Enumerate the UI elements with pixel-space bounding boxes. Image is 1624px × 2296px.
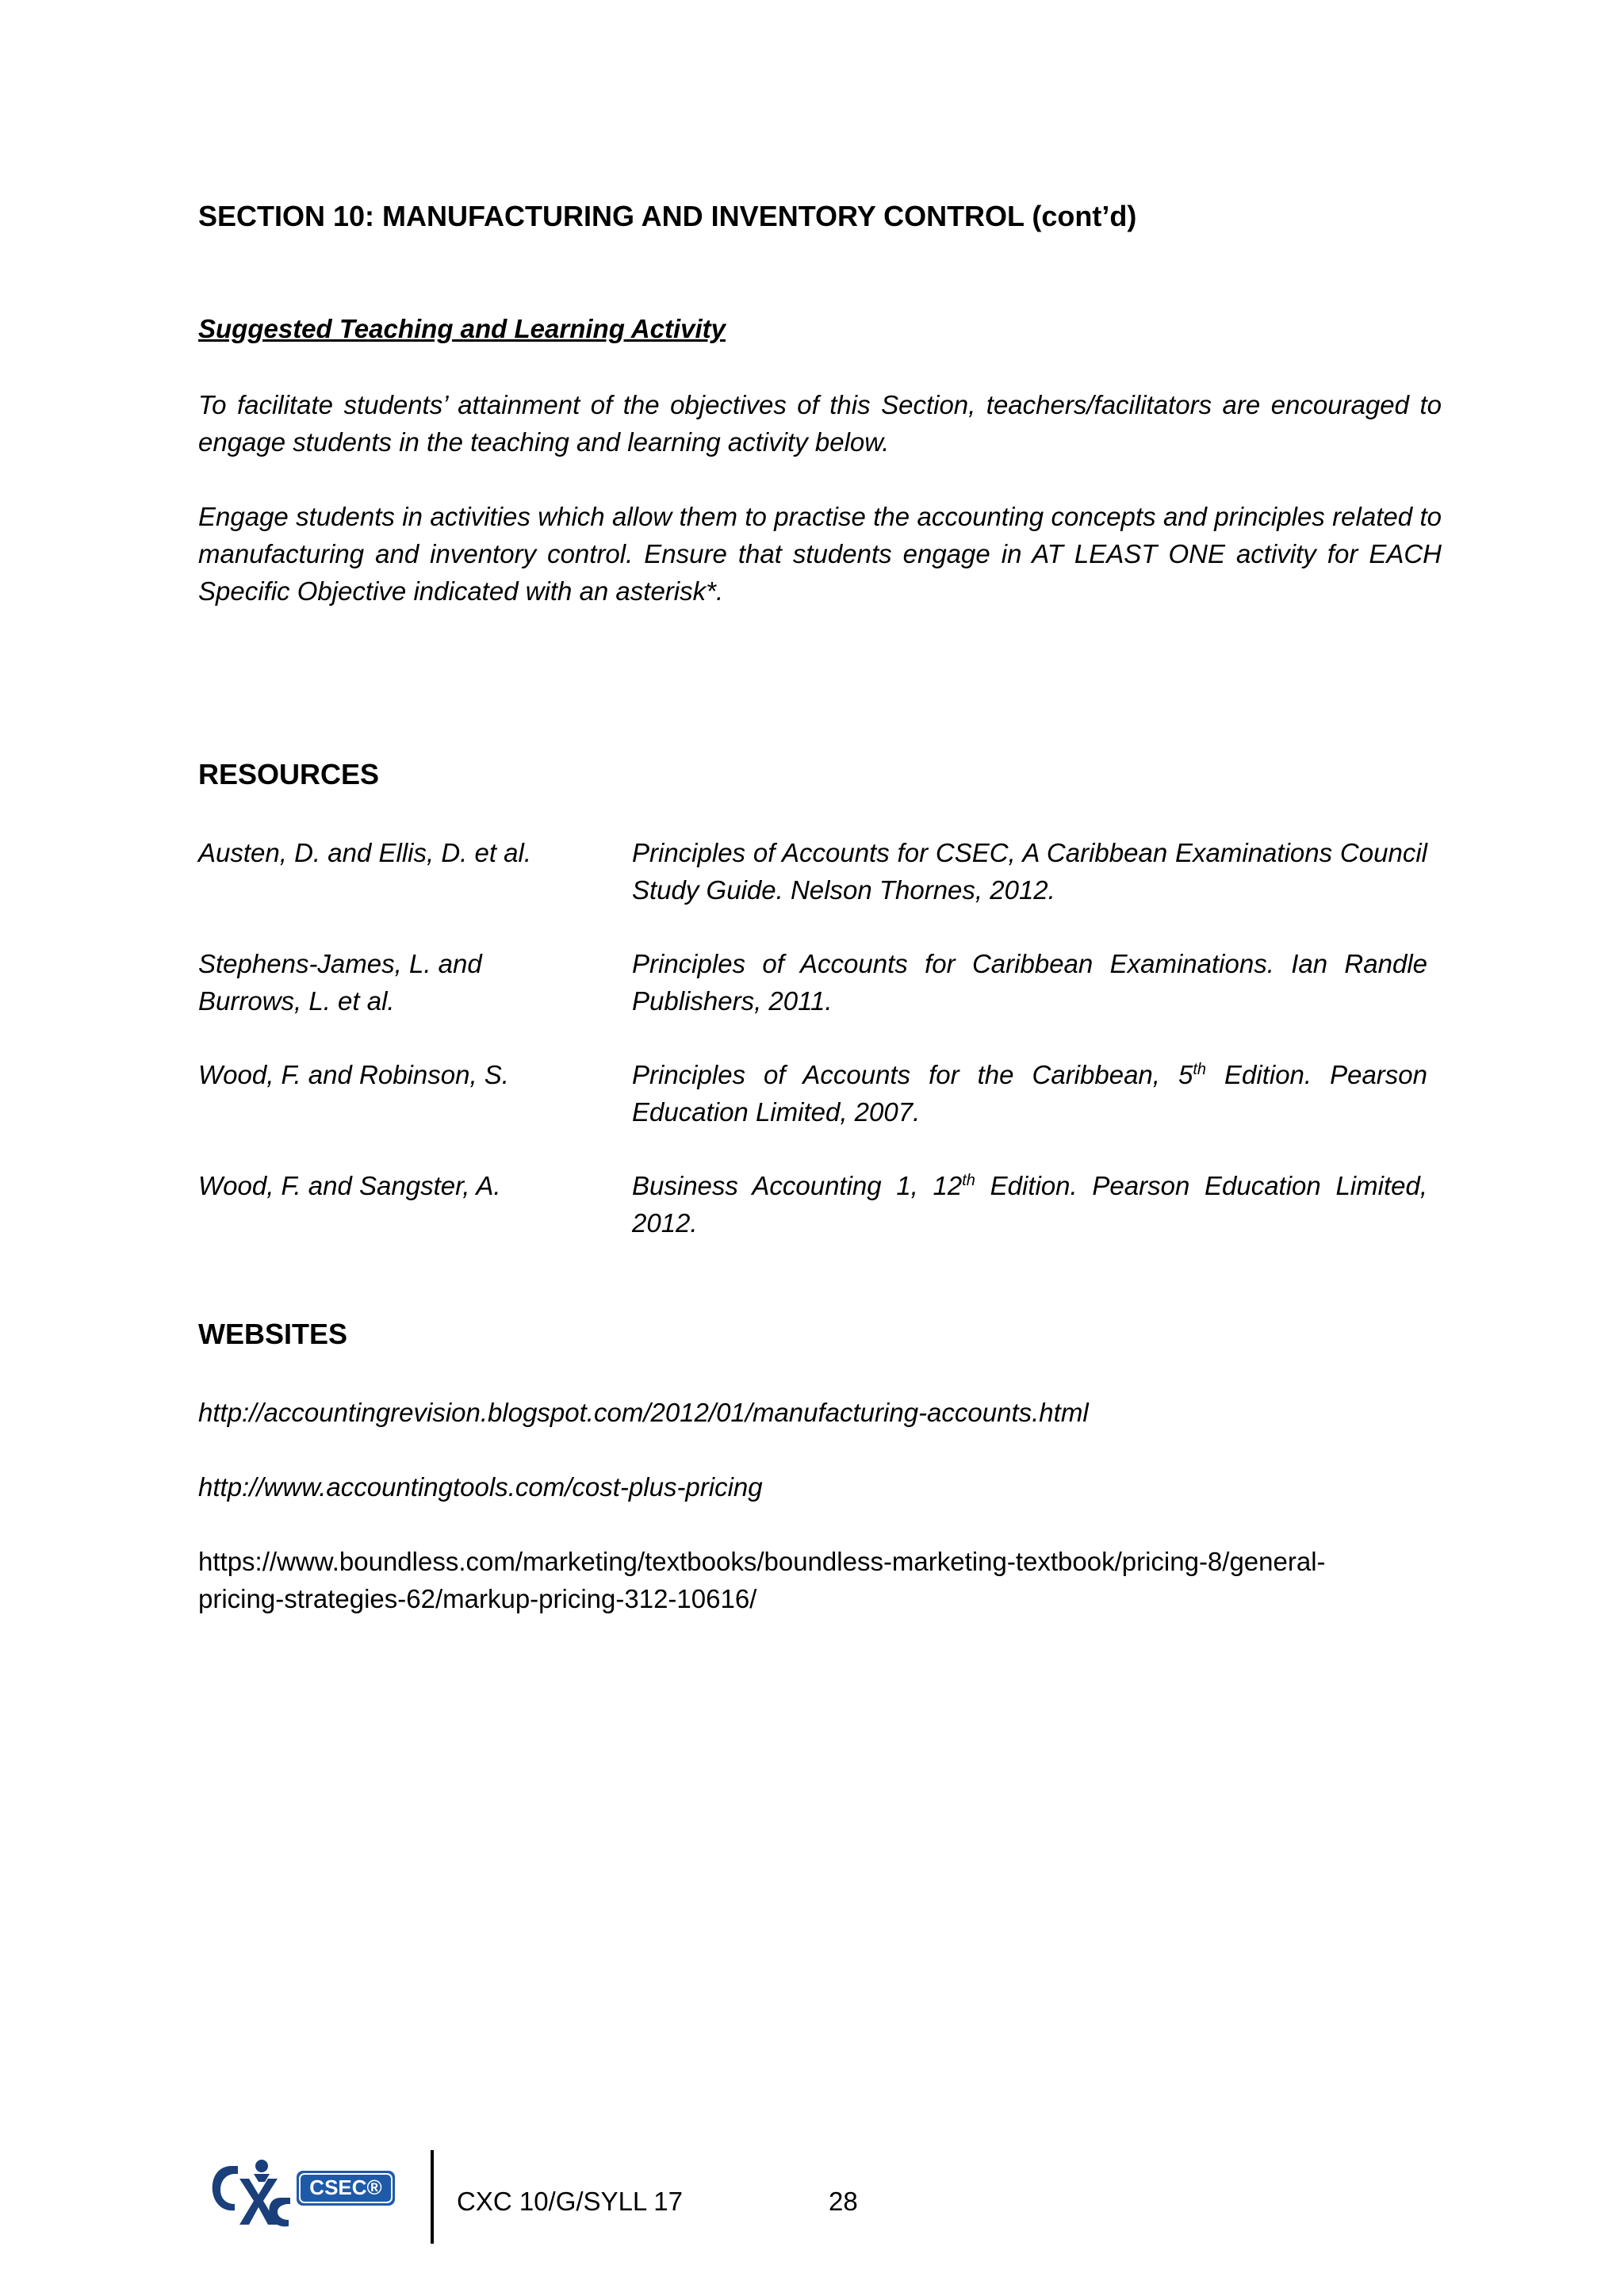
resource-title: Principles of Accounts for CSEC, A Caribbean Examinations Council Study Guide. Nelson Thornes, 2012.	[632, 838, 1427, 905]
resource-title	[632, 1056, 1427, 1131]
resource-title-part: Business Accounting 1, 12	[632, 1171, 963, 1200]
footer-divider	[431, 2150, 434, 2244]
document-code: CXC 10/G/SYLL 17	[457, 2187, 683, 2216]
website-link[interactable]: http://www.accountingtools.com/cost-plus-pricing	[198, 1472, 763, 1502]
ordinal-suffix: th	[962, 1172, 975, 1189]
section-heading: SECTION 10: MANUFACTURING AND INVENTORY CONTROL (cont’d)	[198, 200, 1137, 232]
website-link[interactable]: http://accountingrevision.blogspot.com/2012/01/manufacturing-accounts.html	[198, 1398, 1089, 1427]
resource-title-part: Edition. Pearson Education Limited, 2012.	[632, 1171, 1427, 1238]
resource-title: Principles of Accounts for Caribbean Examinations. Ian Randle Publishers, 2011.	[632, 949, 1427, 1016]
website-link[interactable]: https://www.boundless.com/marketing/textbooks/boundless-marketing-textbook/pricing-8/general-pricing-strategies-62/markup-pricing-312-10616/	[198, 1547, 1326, 1613]
activity-paragraph-1: To facilitate students’ attainment of the objectives of this Section, teachers/facilitators are encouraged to engage students in the teaching and learning activity below.	[198, 390, 1442, 457]
cxc-logo-icon	[208, 2155, 398, 2231]
resource-title-part: Principles of Accounts for the Caribbean, 5	[632, 1060, 1193, 1089]
activity-heading: Suggested Teaching and Learning Activity	[198, 314, 726, 343]
page-number: 28	[829, 2187, 858, 2216]
resource-author: Austen, D. and Ellis, D. et al.	[198, 838, 532, 867]
cxc-csec-logo	[208, 2155, 398, 2231]
resources-heading: RESOURCES	[198, 758, 380, 790]
activity-paragraph-2: Engage students in activities which allow them to practise the accounting concepts and principles related to manufacturing and inventory control. Ensure that students engage in AT LEAST ONE activity for EACH Specific Objective indicated with an asterisk*.	[198, 502, 1442, 606]
resource-title	[632, 1167, 1427, 1242]
resource-author: Wood, F. and Sangster, A.	[198, 1171, 501, 1200]
websites-heading: WEBSITES	[198, 1318, 348, 1350]
resource-title-part: Edition. Pearson Education Limited, 2007.	[632, 1060, 1427, 1127]
csec-logo-text: CSEC®	[309, 2175, 382, 2199]
ordinal-suffix: th	[1193, 1061, 1206, 1078]
resource-author: Wood, F. and Robinson, S.	[198, 1060, 509, 1089]
resource-author: Stephens-James, L. and Burrows, L. et al.	[198, 949, 482, 1016]
